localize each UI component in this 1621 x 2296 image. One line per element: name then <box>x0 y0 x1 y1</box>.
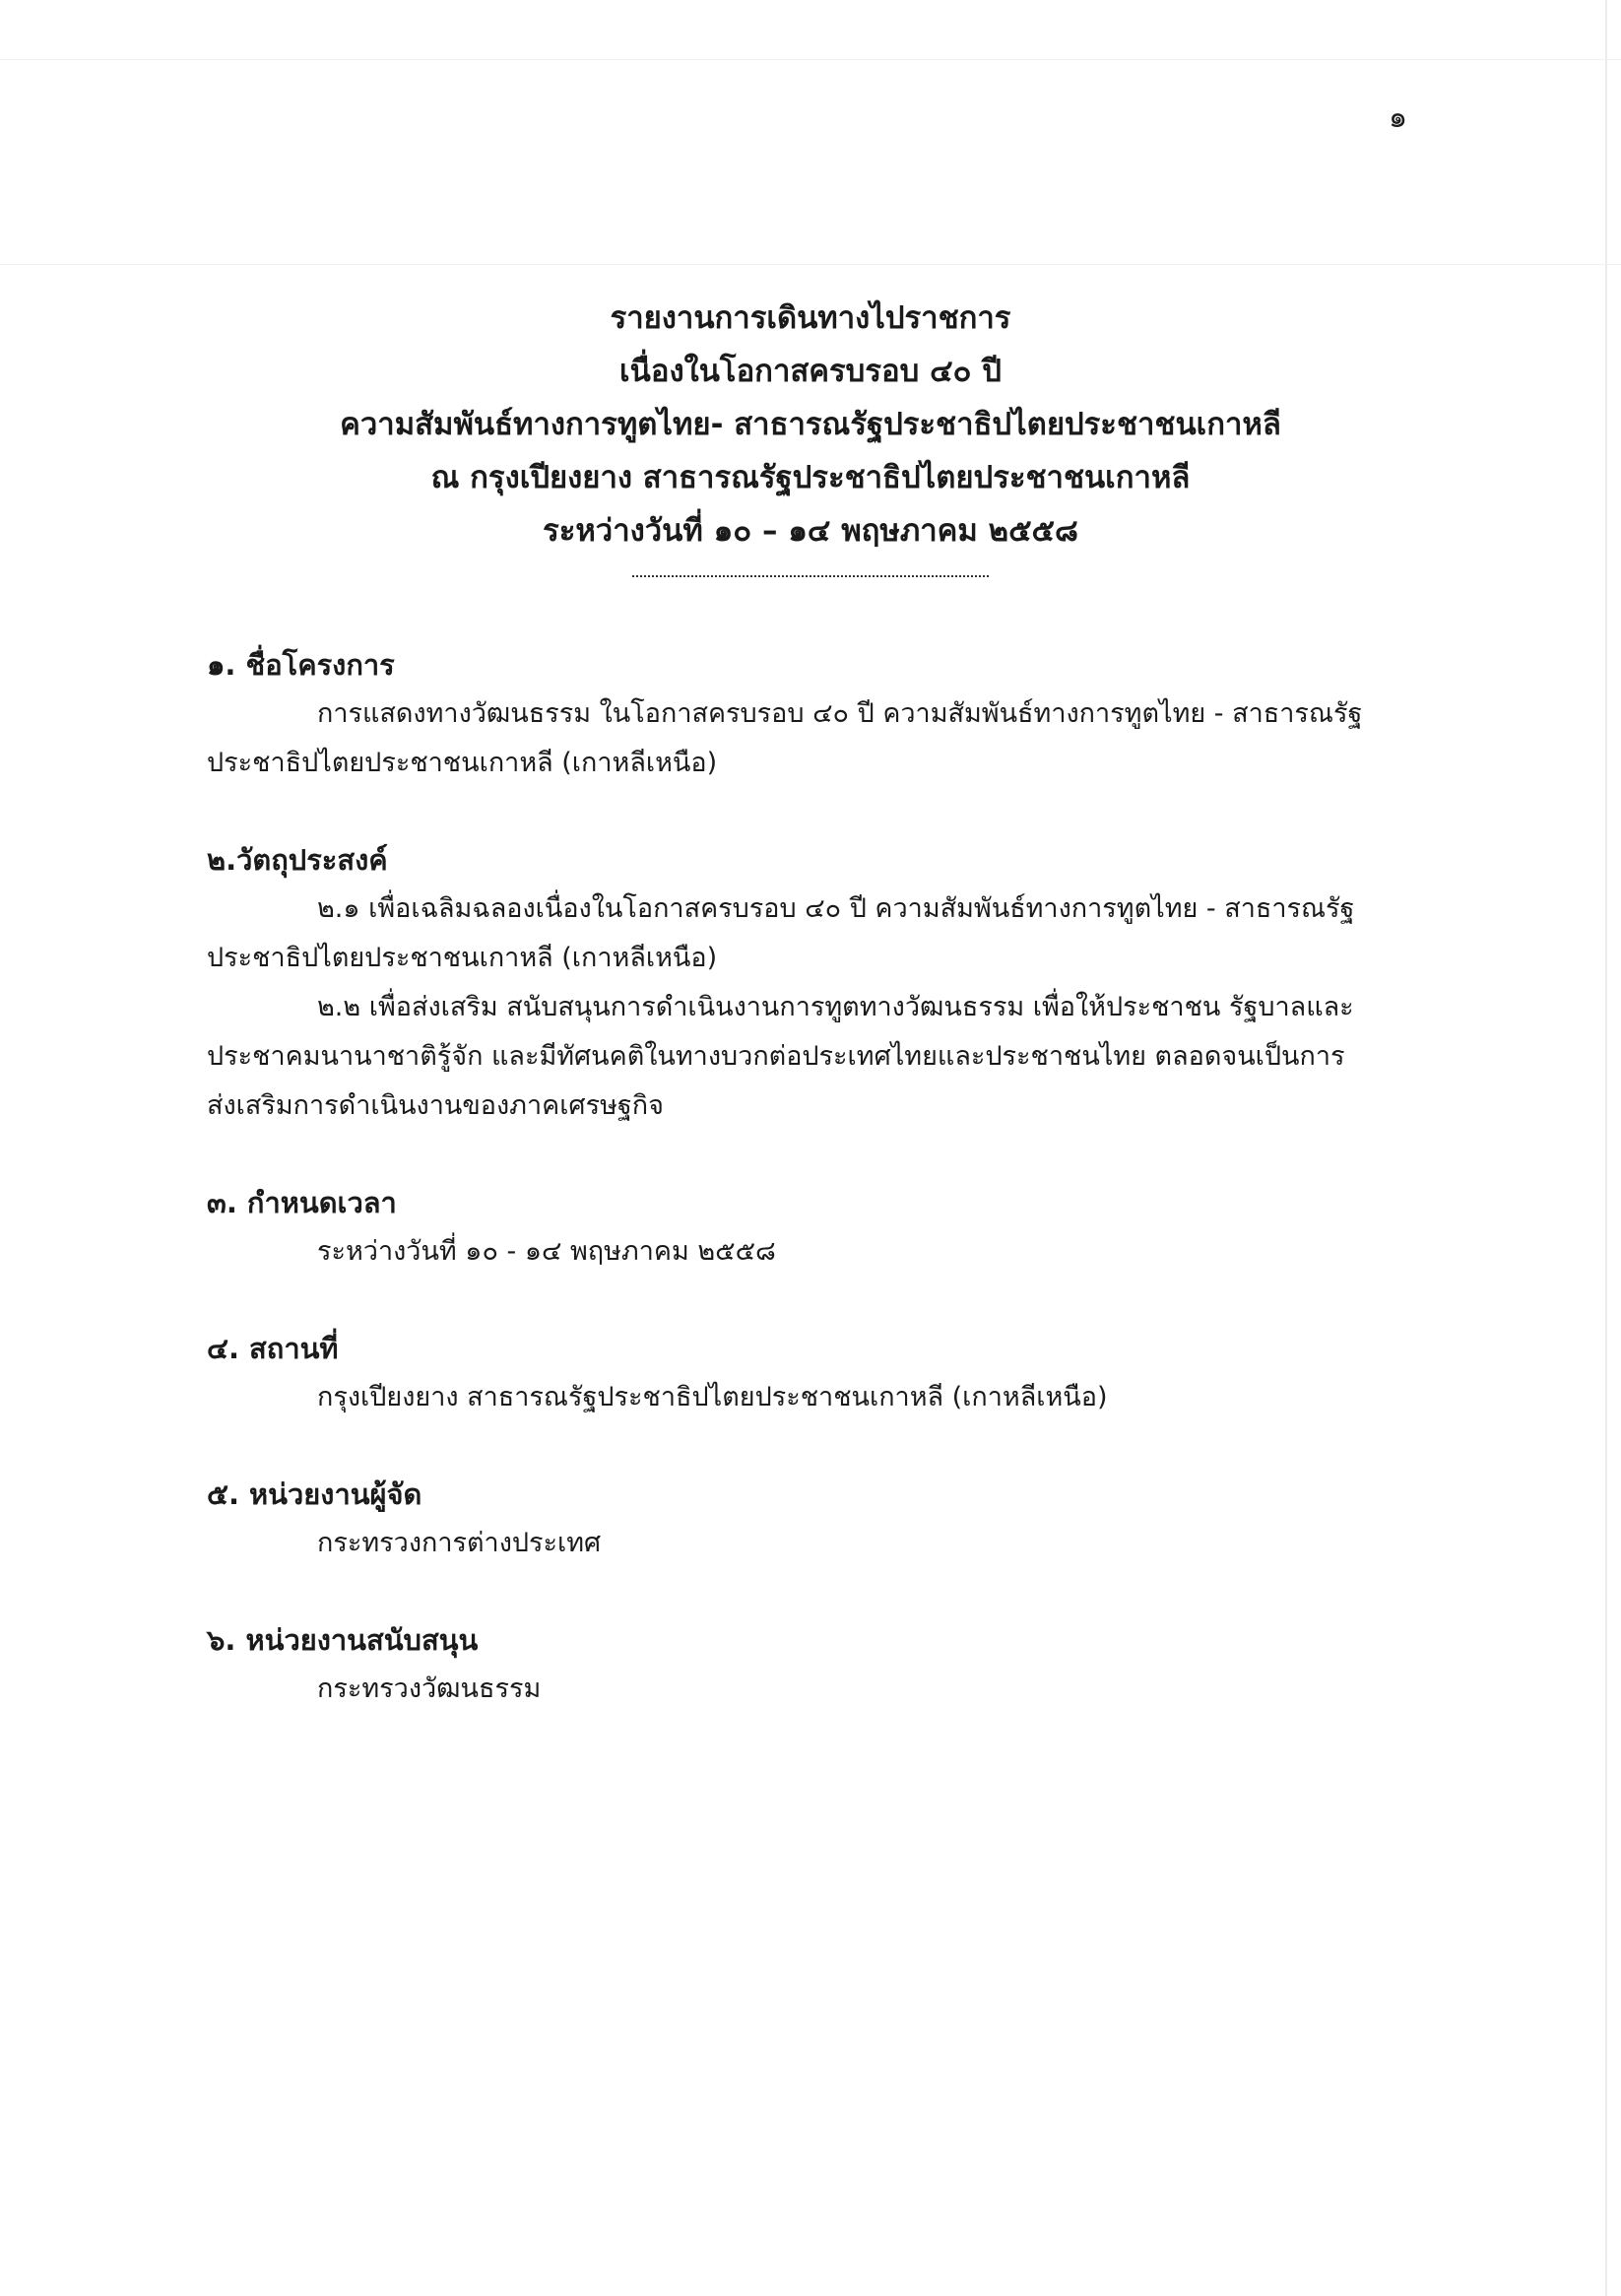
section-heading: ๒.วัตถุประสงค์ <box>207 843 388 877</box>
section-heading: ๕. หน่วยงานผู้จัด <box>207 1477 422 1511</box>
title-line: ระหว่างวันที่ ๑๐ – ๑๔ พฤษภาคม ๒๕๕๘ <box>543 513 1078 549</box>
section-body: ระหว่างวันที่ ๑๐ - ๑๔ พฤษภาคม ๒๕๕๘ <box>317 1236 776 1267</box>
section-venue <box>207 1324 1369 1422</box>
section-objectives <box>207 835 1369 1131</box>
section-body: กระทรวงการต่างประเทศ <box>317 1528 602 1558</box>
section-organizer <box>207 1470 1369 1568</box>
page-number: ๑ <box>1389 100 1408 135</box>
paragraph-line: ประชาคมนานาชาติรู้จัก และมีทัศนคติในทางบวกต่อประเทศไทยและประชาชนไทย ตลอดจนเป็นการ <box>207 1041 1345 1072</box>
paragraph-line: การแสดงทางวัฒนธรรม ในโอกาสครบรอบ ๔๐ ปี ความสัมพันธ์ทางการทูตไทย - สาธารณรัฐ <box>317 698 1363 729</box>
title-line: รายงานการเดินทางไปราชการ <box>610 300 1011 336</box>
report-title <box>0 292 1621 577</box>
section-project-name <box>207 640 1369 788</box>
section-heading: ๖. หน่วยงานสนับสนุน <box>207 1623 479 1657</box>
section-heading: ๑. ชื่อโครงการ <box>207 648 395 682</box>
paragraph-line: ๒.๒ เพื่อส่งเสริม สนับสนุนการดำเนินงานการทูตทางวัฒนธรรม เพื่อให้ประชาชน รัฐบาลและ <box>317 992 1354 1022</box>
scan-artifact-line <box>0 59 1621 60</box>
scan-artifact-line <box>0 264 1621 265</box>
title-line: ความสัมพันธ์ทางการทูตไทย- สาธารณรัฐประชาธิปไตยประชาชนเกาหลี <box>340 407 1281 442</box>
section-schedule <box>207 1178 1369 1277</box>
section-supporter <box>207 1615 1369 1714</box>
dotted-divider <box>632 565 989 577</box>
section-body: กระทรวงวัฒนธรรม <box>317 1673 542 1704</box>
paragraph-line: ประชาธิปไตยประชาชนเกาหลี (เกาหลีเหนือ) <box>207 943 718 973</box>
section-heading: ๔. สถานที่ <box>207 1332 339 1365</box>
paragraph-line: ๒.๑ เพื่อเฉลิมฉลองเนื่องในโอกาสครบรอบ ๔๐ ปี ความสัมพันธ์ทางการทูตไทย - สาธารณรัฐ <box>317 893 1355 924</box>
paragraph-line: ประชาธิปไตยประชาชนเกาหลี (เกาหลีเหนือ) <box>207 748 718 778</box>
section-heading: ๓. กำหนดเวลา <box>207 1186 397 1219</box>
title-line: ณ กรุงเปียงยาง สาธารณรัฐประชาธิปไตยประชาชนเกาหลี <box>430 460 1191 495</box>
paragraph-line: ส่งเสริมการดำเนินงานของภาคเศรษฐกิจ <box>207 1090 664 1121</box>
report-body <box>207 640 1369 1761</box>
title-line: เนื่องในโอกาสครบรอบ ๔๐ ปี <box>619 354 1002 389</box>
section-body: กรุงเปียงยาง สาธารณรัฐประชาธิปไตยประชาชนเกาหลี (เกาหลีเหนือ) <box>317 1382 1108 1412</box>
